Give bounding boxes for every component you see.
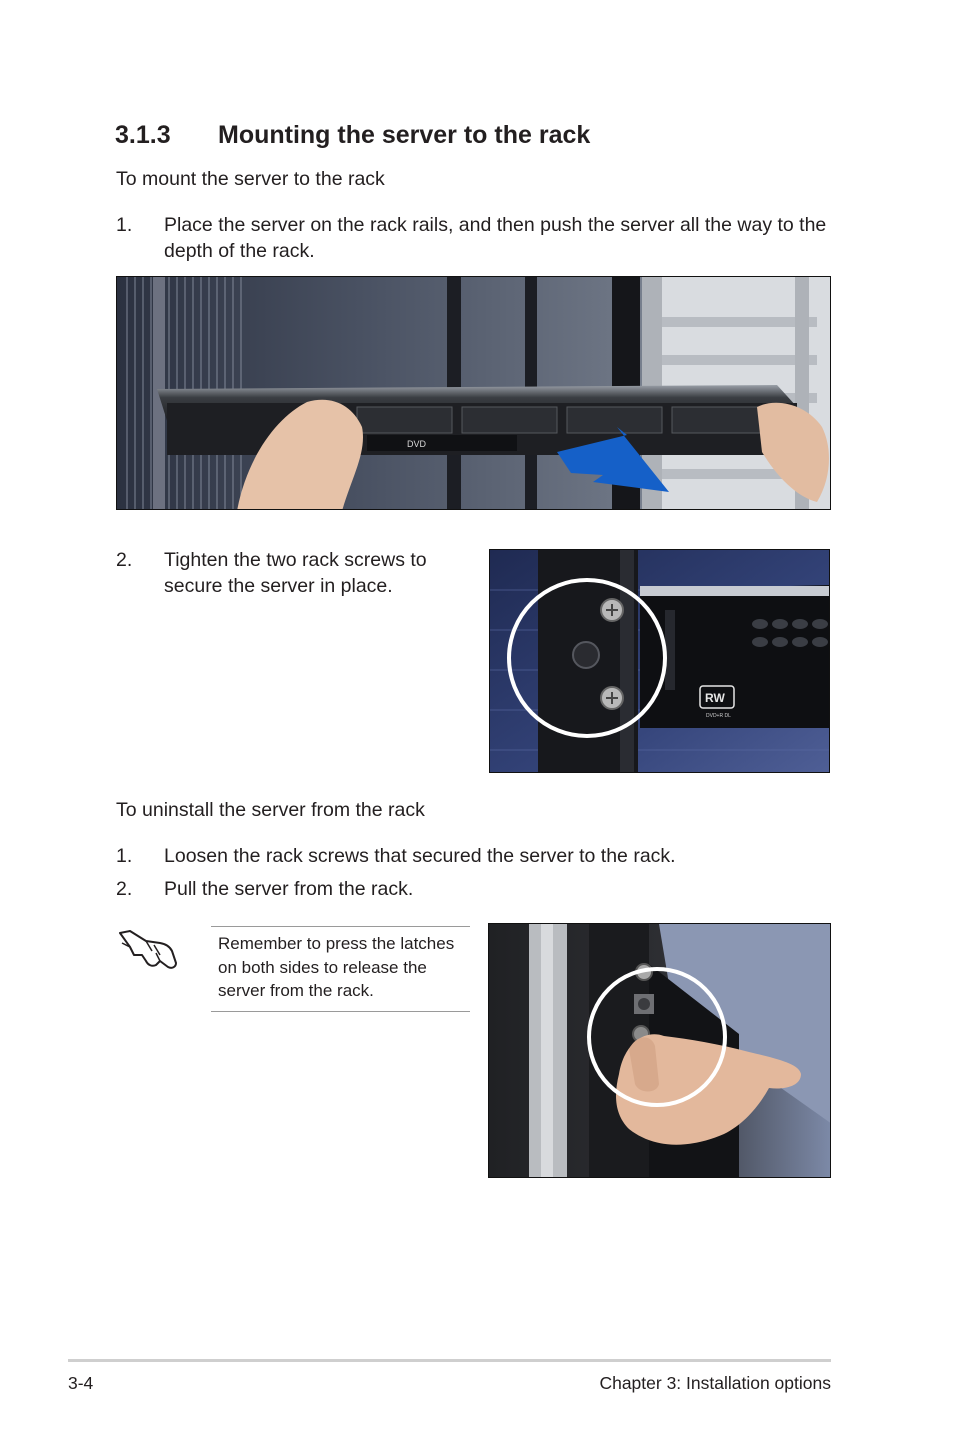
photo-latch-release (488, 923, 831, 1178)
note-line2: on both sides to release the (218, 957, 427, 977)
uninstall-step1-text: Loosen the rack screws that secured the server to the rack. (164, 845, 676, 867)
section-title: Mounting the server to the rack (218, 121, 591, 149)
uninstall-step1-number: 1. (116, 845, 133, 867)
uninstall-step2-text: Pull the server from the rack. (164, 878, 414, 900)
photo-rack-screws-illustration (490, 550, 830, 773)
pointing-hand-icon (116, 925, 180, 975)
photo-server-into-rack (116, 276, 831, 510)
footer-page-number: 3-4 (68, 1373, 94, 1393)
step1-number: 1. (116, 214, 133, 236)
uninstall-intro: To uninstall the server from the rack (116, 799, 425, 821)
step1-line2: depth of the rack. (164, 240, 315, 262)
step1-line1: Place the server on the rack rails, and then push the server all the way to the (164, 214, 827, 236)
step2-line1: Tighten the two rack screws to (164, 549, 427, 571)
dvd-label: DVD (407, 439, 427, 449)
note-line3: server from the rack. (218, 981, 374, 1000)
footer-chapter: Chapter 3: Installation options (599, 1373, 831, 1393)
mount-intro: To mount the server to the rack (116, 168, 385, 190)
photo-rack-screws (489, 549, 830, 773)
step2-line2: secure the server in place. (164, 575, 393, 597)
footer-rule (68, 1359, 831, 1362)
section-number: 3.1.3 (115, 121, 171, 149)
note-bottom-rule (211, 1011, 470, 1012)
step2-number: 2. (116, 549, 133, 571)
uninstall-step2-number: 2. (116, 878, 133, 900)
note-top-rule (211, 926, 470, 927)
dvd-rdl-label: DVD+R DL (706, 713, 731, 719)
photo-latch-release-illustration (489, 924, 831, 1178)
rw-logo: RW (705, 691, 725, 705)
note-line1: Remember to press the latches (218, 934, 455, 953)
photo-server-into-rack-illustration (117, 277, 831, 510)
